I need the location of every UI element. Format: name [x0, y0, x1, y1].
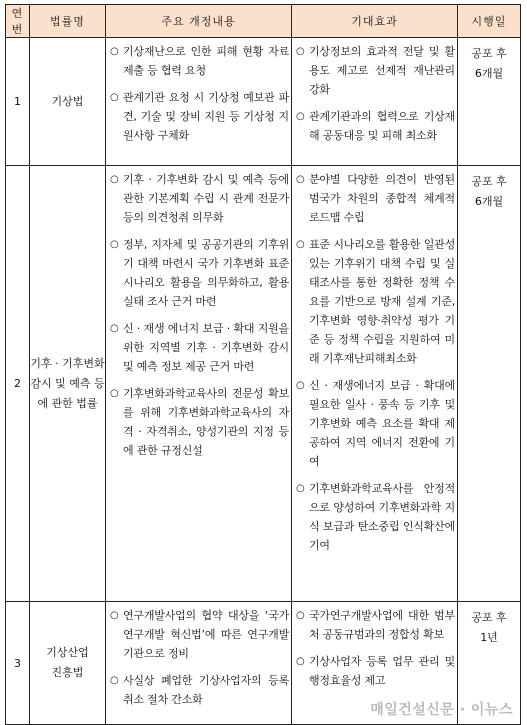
effect-item: ○ 국가연구개발사업에 대한 범부처 공동규범과의 정합성 확보	[296, 606, 455, 644]
header-law-name: 법률명	[30, 5, 106, 38]
table-header-row	[6, 5, 521, 38]
header-effective-date: 시행일	[458, 5, 521, 38]
header-number: 연번	[6, 5, 30, 38]
change-item: ○ 기후 · 기후변화 감시 및 예측 등에 관한 기본계획 수립 시 관계 전문가 등의 의견청취 의무화	[110, 170, 289, 227]
effect-item: ○ 기후변화과학교육사를 안정적으로 양성하여 기후변화과학 지식 보급과 탄소중립 인식확산에 기여	[296, 479, 455, 555]
main-changes-cell	[106, 38, 292, 166]
change-item: ○ 신 · 재생 에너지 보급 · 확대 지원을 위한 지역별 기후 · 기후변화 감시 및 예측 정보 제공 근거 마련	[110, 319, 289, 376]
effect-item: ○ 신 · 재생에너지 보급 · 확대에 필요한 일사 · 풍속 등 기후 및 기후변화 예측 요소를 확대 제공하여 지역 에너지 전환에 기여	[296, 376, 455, 471]
effective-date: 공포 후 6개월	[458, 38, 521, 166]
table-row	[6, 166, 521, 602]
table-row	[6, 38, 521, 166]
change-item: ○ 기상재난으로 인한 피해 현황 자료 제출 등 협력 요청	[110, 42, 289, 80]
change-item: ○ 관계기관 요청 시 기상청 예보관 파견, 기술 및 장비 지원 등 기상청 지원사항 구체화	[110, 88, 289, 145]
regulation-table-container	[5, 4, 520, 721]
change-item: ○ 기후변화과학교육사의 전문성 확보를 위해 기후변화과학교육사의 자격 · 자격취소, 양성기관의 지정 등에 관한 규정신설	[110, 384, 289, 460]
expected-effects-cell	[292, 166, 458, 602]
main-changes-cell	[106, 602, 292, 725]
expected-effects-cell-content	[292, 38, 457, 155]
watermark-logo: 매일건설신문 · 이뉴스	[370, 702, 513, 718]
expected-effects-cell-content	[292, 602, 457, 700]
main-changes-cell-content	[106, 166, 291, 470]
law-name: 기후 · 기후변화 감시 및 예측 등에 관한 법률	[30, 166, 106, 602]
law-amendment-table	[5, 4, 521, 725]
change-item: ○ 연구개발사업의 협약 대상을 ‘국가연구개발 혁신법’에 따른 연구개발기관으로 정비	[110, 606, 289, 663]
effect-item: ○ 분야별 다양한 의견이 반영된 범국가 차원의 종합적 체계적 로드맵 수립	[296, 170, 455, 227]
effect-item: ○ 관계기관과의 협력으로 기상재해 공동대응 및 피해 최소화	[296, 107, 455, 145]
effective-date: 공포 후 6개월	[458, 166, 521, 602]
main-changes-cell-content	[106, 38, 291, 155]
row-number: 2	[6, 166, 30, 602]
effect-item: ○ 기상사업자 등록 업무 관리 및 행정효율성 제고	[296, 652, 455, 690]
header-expected-effects: 기대효과	[292, 5, 458, 38]
header-main-changes: 주요 개정내용	[106, 5, 292, 38]
main-changes-cell	[106, 166, 292, 602]
main-changes-cell-content	[106, 602, 291, 719]
expected-effects-cell-content	[292, 166, 457, 565]
row-number: 3	[6, 602, 30, 725]
change-item: ○ 정부, 지자체 및 공공기관의 기후위기 대책 마련시 국가 기후변화 표준 시나리오 활용을 의무화하고, 활용 실태 조사 근거 마련	[110, 235, 289, 311]
row-number: 1	[6, 38, 30, 166]
effect-item: ○ 기상정보의 효과적 전달 및 활용도 제고로 선제적 재난관리 강화	[296, 42, 455, 99]
effect-item: ○ 표준 시나리오를 활용한 일관성 있는 기후위기 대책 수립 및 실태조사를 통한 정확한 정책 수요를 기반으로 방재 설계 기준, 기후변화 영향·취약성 평가 기준 등 정책 수립을 지원하여 미래 기후재난피해최소화	[296, 235, 455, 368]
expected-effects-cell	[292, 38, 458, 166]
effective-date: 공포 후 1년	[458, 602, 521, 725]
law-name: 기상산업 진흥법	[30, 602, 106, 725]
law-name: 기상법	[30, 38, 106, 166]
change-item: ○ 사실상 폐업한 기상사업자의 등록취소 절차 간소화	[110, 671, 289, 709]
